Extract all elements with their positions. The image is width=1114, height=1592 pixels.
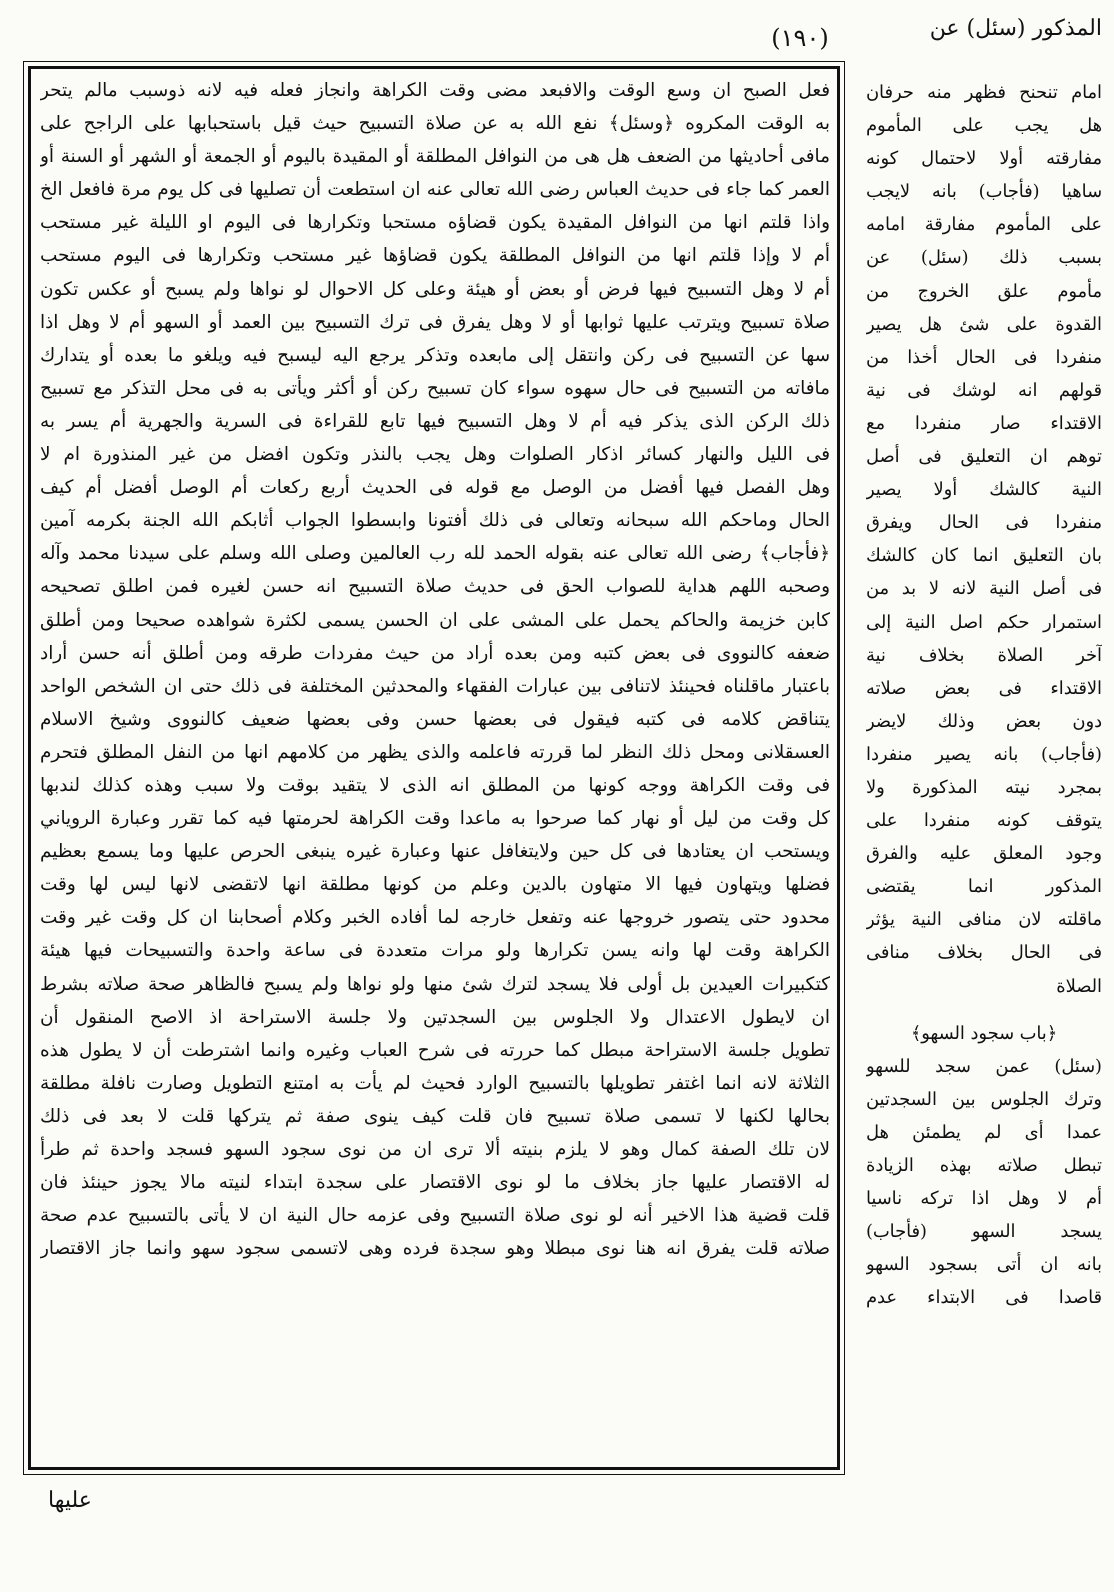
margin-line: مفارقته أولا لاحتمال كونه — [866, 148, 1102, 170]
margin-line: توهم ان التعليق فى أصل — [866, 446, 1102, 468]
main-text-line: صلاة تسبيح ويترتب عليها ثوابها أو لا وهل يفرق فى ترك التسبيح بين العمد أو السهو أم لا وهل اذا — [40, 311, 830, 333]
margin-line: المذكور انما يقتضى — [866, 876, 1102, 898]
main-text-line: العمر كما جاء فى حديث العباس رضى الله تعالى عنه ان استطعت أن تصليها فى كل يوم مرة فافعل الخ — [40, 179, 830, 201]
main-text-line: باعتبار ماقلناه فحينئذ لاتنافى بين عبارات الفقهاء والمحدثين المختلفة فى ذلك حتى ان الشخص الواحد — [40, 675, 830, 697]
main-text-line: أم لا وهل التسبيح فيها فرض أو بعض أو هيئة وعلى كل الاحوال لو نواها ولم يسبح أو عكس تكون — [40, 278, 830, 300]
main-text-line: صلاته قلت يفرق انه هنا نوى مبطلا وهو سجدة فرده وهى لاتسمى سجود سهو وانما جاز الاقتصار — [40, 1238, 830, 1260]
margin-line: بان التعليق انما كان كالشك — [866, 545, 1102, 567]
main-text-line: ﴿فأجاب﴾ رضى الله تعالى عنه بقوله الحمد لله رب العالمين وصلى الله وسلم على سيدنا محمد وآله — [40, 543, 830, 565]
main-text-line: أم لا وإذا قلتم انها من النوافل المطلقة يكون قضاؤها غير مستحب وتكرارها فى اليوم مستحب — [40, 245, 830, 267]
margin-line: ساهيا (فأجاب) بانه لايجب — [866, 181, 1102, 203]
main-text-line: واذا قلتم انها من النوافل المقيدة يكون قضاؤه مستحبا وتكرارها فى اليوم او الليلة غير مستحب — [40, 212, 830, 234]
main-text-line — [40, 1298, 830, 1331]
margin-line: فى الحال بخلاف منافى — [866, 942, 1102, 964]
margin-line: منفردا فى الحال ويفرق — [866, 512, 1102, 534]
main-text-line: لان تلك الصفة كمال وهو لا يلزم بنيته ألا ترى ان من نوى سجود السهو فسجد واحدة ثم طرأ — [40, 1139, 830, 1160]
margin-line: أم لا وهل اذا تركه ناسيا — [866, 1188, 1102, 1210]
main-text-line: فضلها ويتهاون فيها الا متهاون بالدين وعلم من كونها مطلقة انها لاتقضى لانها ليس لها وقت — [40, 874, 830, 896]
main-text-line — [40, 1332, 830, 1365]
margin-line: النية كالشك أولا يصير — [866, 479, 1102, 501]
main-text-line: تطويل جلسة الاستراحة مبطل كما حررته فى شرح العباب وغيره وانما اشترطت أن لا يطول هذه — [40, 1039, 830, 1061]
margin-line: الصلاة — [1056, 975, 1102, 997]
margin-line: الاقتداء فى بعض صلاته — [866, 677, 1102, 699]
margin-line: (فأجاب) بانه يصير منفردا — [866, 743, 1102, 765]
margin-line: فى أصل النية لانه لا بد من — [866, 578, 1102, 600]
main-text-line: الثلاثة لانه انما اغتفر تطويلها بالتسبيح الوارد فحيث لم يأت به امتنع التطويل وصارت نافلة مطلقة — [40, 1072, 830, 1094]
margin-line: وجود المعلق عليه والفرق — [866, 843, 1102, 865]
margin-line: الاقتداء صار منفردا مع — [866, 412, 1102, 434]
main-text-line: الكراهة وقت لها وانه يسن تكرارها ولو مرات متعددة فى ساعة واحدة والتسبيحات فيها هيئة — [40, 940, 830, 962]
main-text-line — [40, 1265, 830, 1298]
main-text-line: سها عن التسبيح فى ركن وانتقل إلى مابعده وتذكر يرجع اليه ليسبح فيه ويلغو ما بعده أو يتدارك — [40, 344, 830, 366]
margin-spacer — [866, 1003, 1102, 1017]
catchword: عليها — [48, 1488, 92, 1513]
margin-line: بمجرد نيته المذكورة ولا — [866, 776, 1102, 798]
main-text-line: فعل الصبح ان وسع الوقت والافبعد مضى وقت الكراهة وانجاز فعله فيه لانه ذوسبب مالم يتحر — [40, 80, 830, 101]
main-text-line: مافى أحاديثها من الضعف هل هى من النوافل المطلقة أو المقيدة باليوم أو الجمعة أو الشهر أو السنة أو — [40, 146, 830, 168]
main-text-line: فى الليل والنهار كسائر اذكار الصلوات وهل يجب بالنذر وتكون افضل من غير المنذورة ام لا — [40, 444, 830, 466]
main-text-line: ضعفه كالنووى فى بعض كتبه ومن بعده أراد من حيث مفردات طرقه ومن أطلق أنه حسن أراد — [40, 642, 830, 664]
main-text-line: يتناقض كلامه فى كتبه فيقول فى بعضها حسن وفى بعضها ضعيف كالنووى وشيخ الاسلام — [40, 708, 830, 730]
main-text-line: كابن خزيمة والحاكم يحمل على المشى على ان الحسن يسمى لكثرة شواهده صحيحا ومن أطلق — [40, 609, 830, 631]
main-text-line: مافاته من التسبيح فى حال سهوه سواء كان تسبيح ركن أو أكثر ويأتى به فى محل التذكر مع تسبيح — [40, 377, 830, 399]
main-text-line: به الوقت المكروه ﴿وسئل﴾ نفع الله به عن صلاة التسبيح حيث قيل باستحبابها على الراجح على — [40, 113, 830, 135]
margin-line: على المأموم مفارقة امامه — [866, 214, 1102, 236]
margin-line: استمرار حكم اصل النية إلى — [866, 611, 1102, 633]
page-number: (١٩٠) — [771, 24, 829, 52]
margin-line: مأموم علق الخروج من — [866, 280, 1102, 302]
main-text-line: محدود حتى يتصور خروجها عنه وتفعل خارجه لما أفاده الخبر وكلام أصحابنا ان كل وقت غير وقت — [40, 907, 830, 929]
margin-line: تبطل صلاته بهذه الزيادة — [866, 1155, 1102, 1176]
margin-line: آخر الصلاة بخلاف نية — [866, 644, 1102, 666]
margin-line: منفردا فى الحال أخذا من — [866, 346, 1102, 368]
main-text-line: العسقلانى ومحل ذلك النظر لما قررته فاعلمه والذى يظهر من كلامهم انها من النفل المطلق فتحرم — [40, 741, 830, 763]
main-text-line: ذلك الركن الذى يذكر فيه أم لا وهل التسبيح فيها تابع للقراءة فى السرية والجهرية أم يسر به — [40, 410, 830, 432]
main-text-line: له الاقتصار عليها جاز بخلاف ما لو نوى الاقتصار على سجدة ابتداء لنيته مالا يجوز حينئذ فان — [40, 1172, 830, 1194]
margin-line: امام تنحنح فظهر منه حرفان — [866, 82, 1102, 103]
main-text-block — [40, 74, 830, 1431]
margin-line: يتوقف كونه منفردا على — [866, 810, 1102, 832]
margin-line: ماقلته لان منافى النية يؤثر — [866, 909, 1102, 931]
margin-line: قاصدا فى الابتداء عدم — [866, 1287, 1102, 1309]
main-text-line: بحالها لكنها لا تسمى صلاة تسبيح فان قلت كيف ينوى صفة ثم يتركها قلت لا بعد فى ذلك — [40, 1105, 830, 1127]
main-text-line: الحال وماحكم الله سبحانه وتعالى فى ذلك أفتونا وابسطوا الجواب أثابكم الله الجنة بكرمه آمين — [40, 510, 830, 532]
main-text-line: فى وقت الكراهة ووجه كونها من المطلق انه الذى لا يتقيد بوقت ولا سبب وهذه كذلك لندبها — [40, 774, 830, 796]
main-text-line: قلت قضية هذا الاخير أنه لو نوى صلاة التسبيح وفى عزمه حال النية ان لا يأتى بالتسبيح عدم صحة — [40, 1205, 830, 1227]
margin-commentary — [866, 76, 1102, 1314]
main-text-line: وصحبه اللهم هداية للصواب الحق فى حديث صلاة التسبيح انه حسن لغيره فمن اطلق تصحيحه — [40, 576, 830, 598]
margin-line: القدوة على شئ هل يصير — [866, 313, 1102, 335]
margin-line: عمدا أى لم يطمئن هل — [866, 1121, 1102, 1143]
main-text-line — [40, 1398, 830, 1431]
main-text-line: ويستحب ان يعتادها فى كل حين ولايتغافل عنها وعبارة غيره ينبغى الحرص عليها وما يسمع بعظيم — [40, 841, 830, 863]
margin-line: وترك الجلوس بين السجدتين — [866, 1088, 1102, 1110]
main-text-line: وهل الفصل فيها أفضل من الوصل مع قوله فى الحديث أربع ركعات أم الوصل أفضل أم كيف — [40, 477, 830, 499]
margin-line: بسبب ذلك (سئل) عن — [866, 247, 1102, 269]
main-text-line: كتكبيرات العيدين بل أولى فلا يسجد لترك شئ منها ولو نواها ولم يسبح فالظاهر صحة صلاته بشرط — [40, 973, 830, 995]
margin-line: قولهم انه لوشك فى نية — [866, 379, 1102, 401]
margin-line: بانه ان أتى بسجود السهو — [866, 1254, 1102, 1276]
margin-line: (سئل) عمن سجد للسهو — [866, 1055, 1102, 1077]
margin-line: دون بعض وذلك لايضر — [866, 710, 1102, 732]
margin-section-heading: ﴿باب سجود السهو﴾ — [910, 1022, 1058, 1044]
margin-line: يسجد السهو (فأجاب) — [866, 1221, 1102, 1243]
margin-note-top: المذكور (سئل) عن — [929, 16, 1102, 41]
margin-line: هل يجب على المأموم — [866, 115, 1102, 137]
main-text-line: كل وقت من ليل أو نهار كما صرحوا به ماعدا وقت الكراهة لحرمتها فيه كما تقرر وعبارة الروياني — [40, 808, 830, 830]
main-text-line: ان لايطول الاعتدال ولا الجلوس بين السجدتين ولا جلسة الاستراحة اذ الاصح المنقول أن — [40, 1006, 830, 1028]
main-text-line — [40, 1365, 830, 1398]
